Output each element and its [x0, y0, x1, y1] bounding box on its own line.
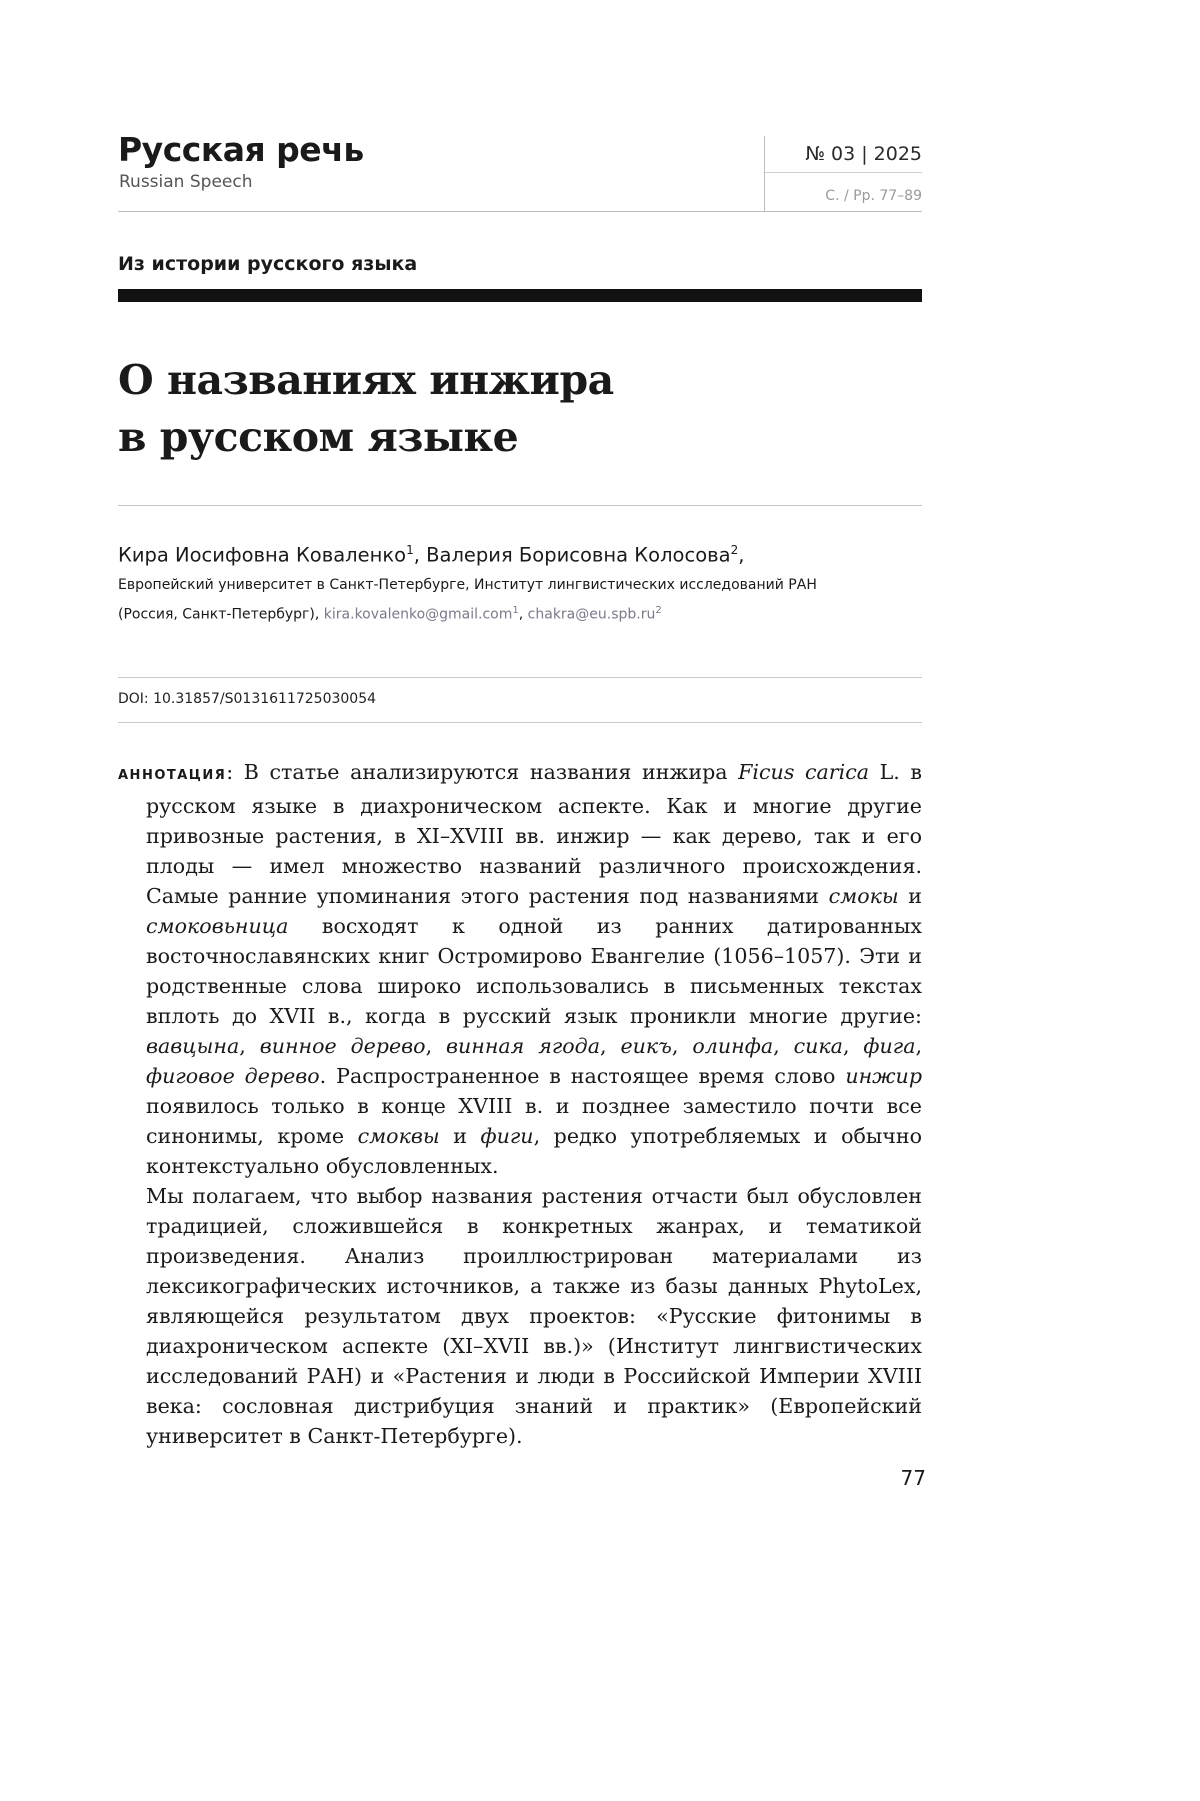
journal-subtitle: Russian Speech — [119, 172, 253, 192]
abstract-term: инжир — [845, 1064, 922, 1088]
article-title — [118, 352, 614, 466]
affiliation: Европейский университет в Санкт-Петербурге, Институт лингвистических исследований РАН — [118, 577, 817, 593]
header-divider — [765, 172, 922, 173]
abstract-text: , — [915, 1034, 923, 1058]
abstract-term: смоквы — [357, 1124, 440, 1148]
doi-rule — [118, 677, 922, 678]
abstract-text: появилось только в конце XVIII в. и позднее заместило почти все синонимы, кроме — [146, 1094, 922, 1148]
journal-title: Русская речь — [118, 130, 364, 169]
email-link[interactable]: chakra@eu.spb.ru — [527, 606, 656, 623]
abstract-paragraph: Мы полагаем, что выбор названия растения отчасти был обусловлен традицией, сложившейся в конкретных жанрах, и тематикой произведения. Анализ проиллюстрирован материалами из лексикографических источников, а также из базы данных PhytoLex, являющейся результатом двух проектов: «Русские фитонимы в диахроническом аспекте (XI–XVII вв.)» (Институт лингвистических исследований РАН) и «Растения и люди в Российской Империи XVIII века: сословная дистрибуция знаний и практик» (Европейский университет в Санкт-Петербурге). — [146, 1184, 922, 1448]
author-separator: , — [738, 543, 745, 567]
abstract-term: вавцына — [146, 1034, 240, 1058]
abstract-paragraph — [118, 757, 923, 1181]
abstract-text: и — [439, 1124, 481, 1148]
header-rule — [118, 211, 922, 212]
email-link[interactable]: kira.kovalenko@gmail.com — [323, 606, 513, 623]
doi[interactable]: DOI: 10.31857/S0131611725030054 — [118, 691, 377, 707]
abstract-text: и — [898, 884, 922, 908]
abstract-term: фиговое дерево — [146, 1064, 320, 1088]
abstract-text: L. в русском языке в диахроническом аспекте. Как и многие другие привозные растения, в XI–XVIII вв. инжир — как дерево, так и его плоды — имел множество названий различного происхождения. Самые ранние упоминания этого растения под названиями — [146, 760, 922, 908]
article-title-line: О названиях инжира — [118, 356, 614, 404]
abstract-term: олинфа — [692, 1034, 774, 1058]
abstract-text: , — [671, 1034, 693, 1058]
doi-rule — [118, 722, 922, 723]
abstract-term: сика — [793, 1034, 843, 1058]
abstract-term: смоковьница — [146, 914, 289, 938]
abstract-text: , — [425, 1034, 447, 1058]
email-mark: 2 — [655, 605, 662, 616]
email-mark: 1 — [512, 605, 519, 616]
author-separator: , — [413, 543, 427, 567]
article-title-line: в русском языке — [118, 413, 519, 461]
abstract-term: фиги — [480, 1124, 534, 1148]
abstract-text: , редко употребляемых и обычно контекстуально обусловленных. — [146, 1124, 922, 1178]
page-number: 77 — [900, 1466, 926, 1490]
section-bar — [118, 289, 922, 302]
abstract-term: винная ягода — [446, 1034, 600, 1058]
author-affiliation-mark: 2 — [730, 543, 739, 557]
abstract-text: , — [239, 1034, 260, 1058]
abstract-label: АННОТАЦИЯ — [118, 768, 227, 783]
abstract-text: , — [773, 1034, 794, 1058]
abstract-term: фига — [863, 1034, 916, 1058]
abstract-term: смокы — [828, 884, 899, 908]
authors — [118, 543, 744, 567]
location: (Россия, Санкт-Петербург), — [118, 606, 320, 623]
abstract-text: . Распространенное в настоящее время слово — [319, 1064, 846, 1088]
abstract-text: : В статье анализируются названия инжира — [226, 760, 739, 784]
title-rule — [118, 505, 922, 506]
author-name: Кира Иосифовна Коваленко — [118, 543, 407, 567]
issue-number: № 03 | 2025 — [805, 143, 922, 165]
author-affiliation-mark: 1 — [406, 543, 414, 557]
abstract-term: еикъ — [620, 1034, 672, 1058]
abstract — [118, 757, 922, 1451]
page-range: С. / Pp. 77–89 — [825, 188, 922, 204]
abstract-text: восходят к одной из ранних датированных восточнославянских книг Остромирово Евангелие (1056–1057). Эти и родственные слова широко использовались в письменных текстах вплоть до XVII в., когда в русский язык проникли многие другие: — [146, 914, 922, 1028]
author-name: Валерия Борисовна Колосова — [426, 543, 731, 567]
abstract-text: , — [842, 1034, 864, 1058]
abstract-term: Ficus carica — [738, 760, 870, 784]
abstract-text: , — [599, 1034, 621, 1058]
affiliation-contact: (Россия, Санкт-Петербург), kira.kovalenko@gmail.com$^1$, $chakra@eu.spb.ru^2$ — [118, 605, 662, 623]
abstract-term: винное дерево — [259, 1034, 426, 1058]
header-divider — [764, 136, 765, 212]
section-heading: Из истории русского языка — [118, 253, 418, 275]
